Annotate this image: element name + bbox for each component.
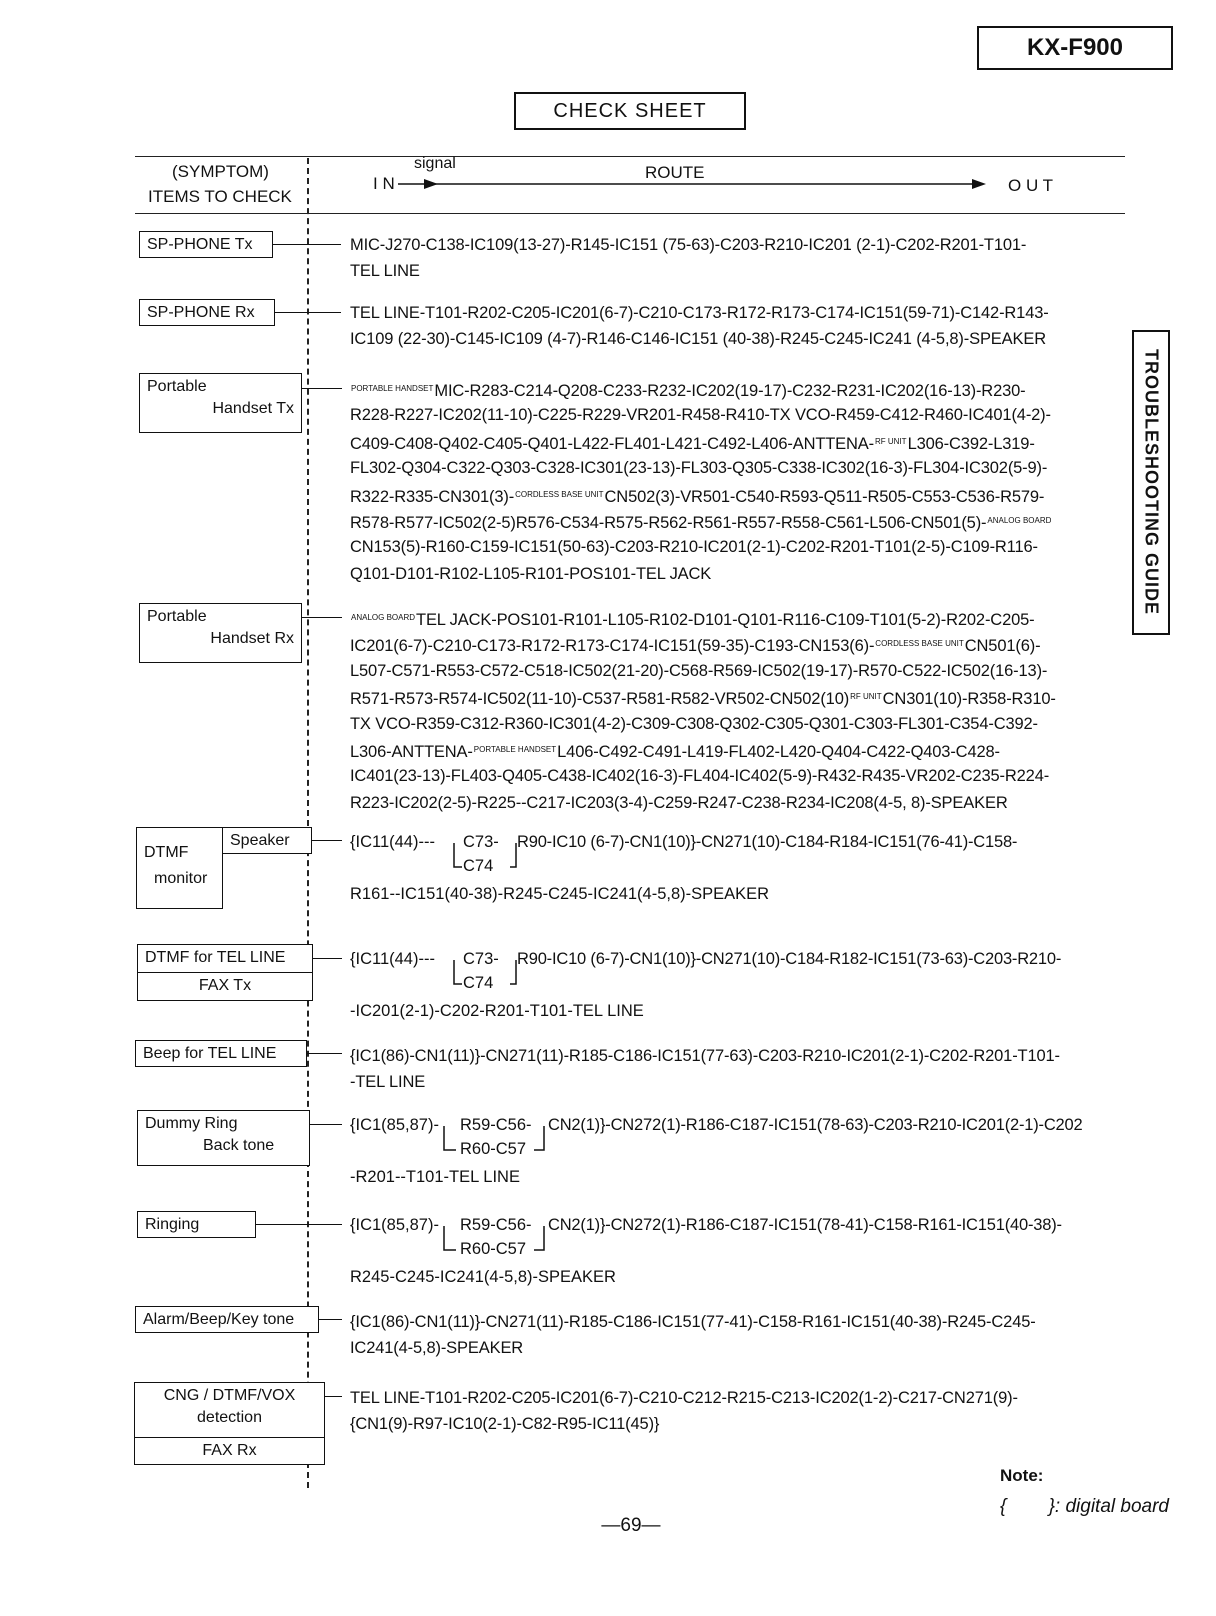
side-tab-label: TROUBLESHOOTING GUIDE	[1141, 349, 1162, 616]
board-tag: ANALOG BOARD	[987, 515, 1052, 525]
item-fax-tx	[137, 972, 313, 1001]
connector	[313, 958, 342, 959]
board-tag: PORTABLE HANDSET	[351, 384, 434, 393]
branch-bracket-icon	[430, 1223, 550, 1253]
side-tab	[1132, 330, 1170, 635]
item-portable-handset-rx	[139, 603, 302, 663]
connector	[273, 244, 341, 245]
connector	[325, 1396, 342, 1397]
route-fragment: R59-C56-	[460, 1116, 532, 1134]
item-label: FAX Tx	[198, 977, 252, 994]
branch-bracket-icon	[440, 957, 520, 987]
route-line: {CN1(9)-R97-IC10(2-1)-C82-R95-IC11(45)}	[350, 1415, 660, 1434]
items-to-check-label: ITEMS TO CHECK	[148, 187, 292, 206]
route-fragment: C74	[463, 857, 494, 875]
item-label: Portable	[147, 608, 207, 625]
route-line: CN153(5)-R160-C159-IC151(50-63)-C203-R210-IC201(2-1)-C202-R201-T101(2-5)-C109-R116-	[350, 538, 1038, 557]
branch-bracket-icon	[440, 840, 520, 870]
board-tag: CORDLESS BASE UNIT	[515, 489, 604, 499]
route-sp-phone-tx	[350, 232, 1120, 285]
route-cng-dtmf-vox	[350, 1385, 1120, 1438]
route-line: CN501(6)-	[964, 637, 1041, 656]
board-tag: CORDLESS BASE UNIT	[875, 639, 964, 649]
board-tag: RF UNIT	[850, 692, 882, 702]
route-fragment: R59-C56-	[460, 1216, 532, 1234]
item-label: Ringing	[145, 1216, 200, 1233]
model-number: KX-F900	[977, 26, 1173, 70]
route-line: Q101-D101-R102-L105-R101-POS101-TEL JACK	[350, 564, 712, 583]
item-label: DTMF for TEL LINE	[145, 949, 286, 966]
item-label: Handset Tx	[212, 400, 294, 417]
route-line: FL302-Q304-C322-Q303-C328-IC301(23-13)-FL303-Q305-C338-IC302(16-3)-FL304-IC302(5-9)-	[350, 459, 1048, 478]
route-line: IC109 (22-30)-C145-IC109 (4-7)-R146-C146-IC151 (40-38)-R245-C245-IC241 (4-5,8)-SPEAKER	[350, 330, 1046, 349]
item-label: Portable	[147, 378, 207, 395]
item-label: detection	[197, 1409, 262, 1426]
route-line: {IC1(86)-CN1(11)}-CN271(11)-R185-C186-IC151(77-41)-C158-R161-IC151(40-38)-R245-C245-	[350, 1313, 1036, 1331]
route-line: L306-ANTTENA-	[350, 742, 473, 761]
route-line: R161--IC151(40-38)-R245-C245-IC241(4-5,8)-SPEAKER	[350, 885, 770, 903]
route-fragment: C73-	[463, 833, 499, 851]
item-dtmf-for-tel-line	[137, 944, 313, 973]
column-divider	[307, 158, 309, 1488]
route-line: TEL LINE-T101-R202-C205-IC201(6-7)-C210-C173-R172-R173-C174-IC151(59-71)-C142-R143-	[350, 304, 1049, 322]
route-fragment: R60-C57	[460, 1140, 527, 1158]
route-line: L306-C392-L319-	[907, 434, 1035, 453]
route-fragment: CN2(1)}-CN272(1)-R186-C187-IC151(78-63)-C203-R210-IC201(2-1)-C202	[548, 1116, 1083, 1134]
item-dummy-ring	[137, 1110, 310, 1166]
route-fragment: C73-	[463, 950, 499, 968]
route-label: ROUTE	[645, 163, 705, 182]
connector	[302, 388, 342, 389]
route-portable-handset-tx	[350, 376, 1120, 587]
note-heading: Note:	[1000, 1466, 1044, 1485]
item-label: FAX Rx	[202, 1442, 257, 1459]
route-line: L406-C492-C491-L419-FL402-L420-Q404-C422-Q403-C428-	[557, 742, 1000, 761]
item-label: Beep for TEL LINE	[143, 1045, 277, 1062]
route-line: R322-R335-CN301(3)-	[350, 487, 515, 506]
route-fragment: {IC11(44)---	[350, 950, 435, 968]
item-label: SP-PHONE Tx	[147, 236, 253, 253]
route-line: R571-R573-R574-IC502(11-10)-C537-R581-R582-VR502-CN502(10)	[350, 690, 850, 709]
route-line: TX VCO-R359-C312-R360-IC301(4-2)-C309-C308-Q302-C305-Q301-C303-FL301-C354-C392-	[350, 714, 1038, 733]
route-line: TEL LINE	[350, 262, 420, 281]
connector	[275, 312, 341, 313]
route-line: MIC-J270-C138-IC109(13-27)-R145-IC151 (75-63)-C203-R210-IC201 (2-1)-C202-R201-T101-	[350, 236, 1027, 254]
board-tag: PORTABLE HANDSET	[473, 744, 557, 754]
route-line: R245-C245-IC241(4-5,8)-SPEAKER	[350, 1268, 616, 1286]
route-line: IC201(6-7)-C210-C173-R172-R173-C174-IC151(59-35)-C193-CN153(6)-	[350, 637, 875, 656]
page-number: —69—	[601, 1515, 661, 1536]
item-label: Back tone	[203, 1137, 275, 1154]
route-line: C409-C408-Q402-C405-Q401-L422-FL401-L421-C492-L406-ANTTENA-	[350, 434, 875, 453]
route-fragment: C74	[463, 974, 494, 992]
signal-arrow-icon	[398, 176, 988, 192]
signal-label: signal	[414, 155, 456, 172]
in-label: I N	[373, 174, 395, 193]
route-line: R578-R577-IC502(2-5)R576-C534-R575-R562-R561-R557-R558-C561-L506-CN501(5)-	[350, 513, 987, 532]
item-portable-handset-tx	[139, 373, 302, 433]
route-line: IC241(4-5,8)-SPEAKER	[350, 1339, 524, 1358]
route-line: R223-IC202(2-5)-R225--C217-IC203(3-4)-C259-R247-C238-R234-IC208(4-5, 8)-SPEAKER	[350, 793, 1008, 812]
route-fragment: R60-C57	[460, 1240, 527, 1258]
item-label: Alarm/Beep/Key tone	[143, 1311, 295, 1328]
connector	[312, 840, 342, 841]
route-beep-for-tel-line	[350, 1043, 1120, 1096]
item-sp-phone-tx	[139, 231, 273, 258]
route-line: IC401(23-13)-FL403-Q405-C438-IC402(16-3)-FL404-IC402(5-9)-R432-R435-VR202-C235-R224-	[350, 767, 1050, 786]
route-fragment: {IC1(85,87)-	[350, 1216, 439, 1234]
route-line: -R201--T101-TEL LINE	[350, 1168, 520, 1186]
route-line: TEL JACK-POS101-R101-L105-R102-D101-Q101-R116-C109-T101(5-2)-R202-C205-	[416, 611, 1035, 629]
item-fax-rx	[134, 1437, 325, 1465]
header-bottom-rule	[135, 213, 1125, 214]
item-label: DTMF	[144, 844, 189, 861]
route-fragment: {IC1(85,87)-	[350, 1116, 439, 1134]
note-text: { }: digital board	[1000, 1496, 1169, 1517]
out-label: O U T	[1008, 176, 1054, 195]
route-line: R228-R227-IC202(11-10)-C225-R229-VR201-R458-R410-TX VCO-R459-C412-R460-IC401(4-2)-	[350, 406, 1051, 425]
item-beep-for-tel-line	[135, 1040, 307, 1067]
route-line: MIC-R283-C214-Q208-C233-R232-IC202(19-17)-C232-R231-IC202(16-13)-R230-	[434, 382, 1026, 400]
connector	[256, 1224, 342, 1225]
route-line: -TEL LINE	[350, 1073, 426, 1092]
branch-bracket-icon	[430, 1123, 550, 1153]
route-fragment: R90-IC10 (6-7)-CN1(10)}-CN271(10)-C184-R182-IC151(73-63)-C203-R210-	[517, 950, 1062, 968]
connector	[307, 1053, 342, 1054]
item-label: Speaker	[230, 832, 290, 849]
item-label: SP-PHONE Rx	[147, 304, 255, 321]
connector	[319, 1319, 342, 1320]
route-fragment: CN2(1)}-CN272(1)-R186-C187-IC151(78-41)-C158-R161-IC151(40-38)-	[548, 1216, 1062, 1234]
item-dtmf-monitor	[136, 827, 223, 909]
item-label: Handset Rx	[210, 630, 294, 647]
item-label: CNG / DTMF/VOX	[163, 1387, 296, 1404]
symptom-label: (SYMPTOM)	[172, 162, 269, 181]
item-label: Dummy Ring	[145, 1115, 238, 1132]
route-line: -IC201(2-1)-C202-R201-T101-TEL LINE	[350, 1002, 644, 1020]
route-sp-phone-rx	[350, 300, 1120, 353]
route-portable-handset-rx	[350, 605, 1120, 816]
route-line: {IC1(86)-CN1(11)}-CN271(11)-R185-C186-IC151(77-63)-C203-R210-IC201(2-1)-C202-R201-T101-	[350, 1047, 1060, 1065]
connector	[302, 617, 342, 618]
item-label: monitor	[154, 870, 208, 887]
board-tag: ANALOG BOARD	[351, 613, 416, 622]
sheet-title: CHECK SHEET	[514, 92, 746, 130]
header-top-rule	[135, 156, 1125, 157]
item-ringing	[137, 1211, 256, 1238]
item-cng-dtmf-vox	[134, 1382, 325, 1438]
item-sp-phone-rx	[139, 299, 275, 326]
connector	[310, 1124, 342, 1125]
route-line: TEL LINE-T101-R202-C205-IC201(6-7)-C210-C212-R215-C213-IC202(1-2)-C217-CN271(9)-	[350, 1389, 1018, 1407]
route-line: CN301(10)-R358-R310-	[882, 690, 1056, 709]
route-line: L507-C571-R553-C572-C518-IC502(21-20)-C568-R569-IC502(19-17)-R570-C522-IC502(16-13)-	[350, 661, 1048, 680]
route-line: CN502(3)-VR501-C540-R593-Q511-R505-C553-C536-R579-	[604, 487, 1045, 506]
route-fragment: R90-IC10 (6-7)-CN1(10)}-CN271(10)-C184-R184-IC151(76-41)-C158-	[517, 833, 1018, 851]
board-tag: RF UNIT	[875, 436, 907, 446]
route-fragment: {IC11(44)---	[350, 833, 435, 851]
item-speaker-sub	[222, 827, 312, 854]
item-alarm-beep-key-tone	[135, 1306, 319, 1333]
route-alarm-beep-key-tone	[350, 1309, 1120, 1362]
